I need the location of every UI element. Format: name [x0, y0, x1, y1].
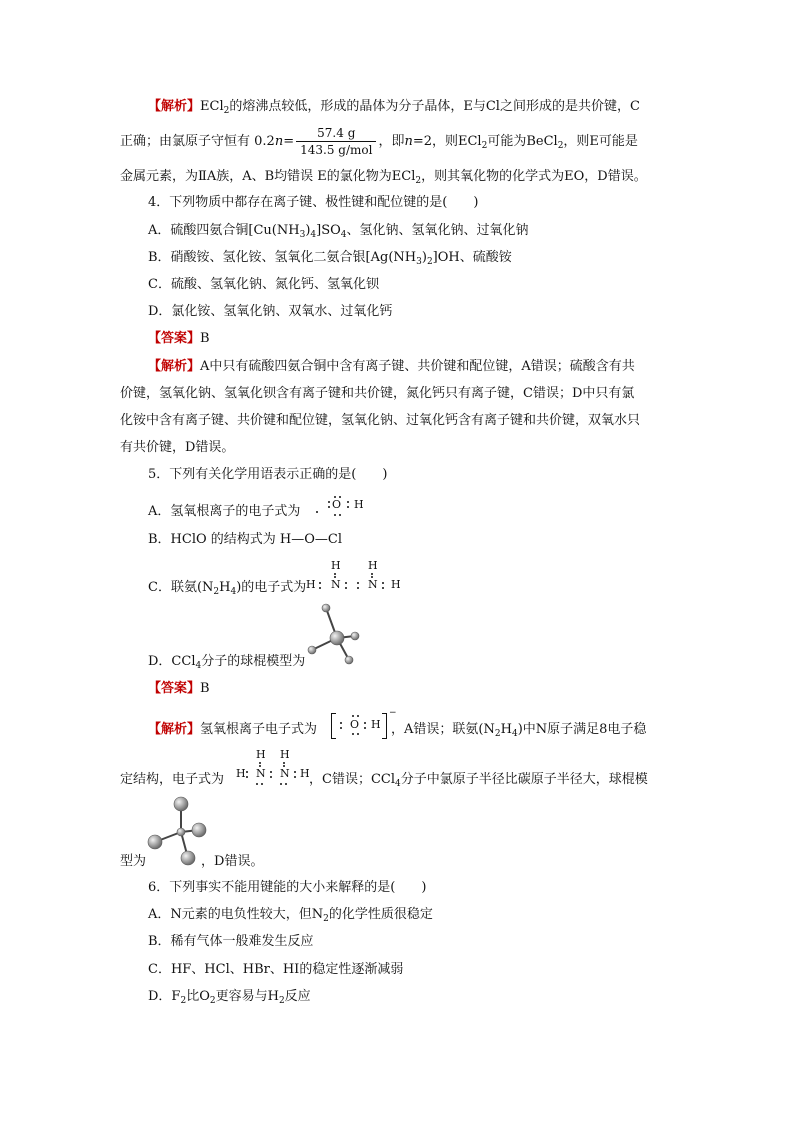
- q6-option-c: C．HF、HCl、HBr、HI的稳定性逐渐减弱: [148, 962, 404, 977]
- q4-explanation-4: 有共价键，D错误。: [120, 440, 235, 455]
- q5-explanation-1: 【解析】氢氧根离子电子式为 ，A错误；联氨$(N_2H_4)$中N原子满足8电子稳: [148, 722, 647, 739]
- q4-answer: 【答案】B: [148, 331, 210, 346]
- intro-line-3: 金属元素，为ⅡA族，A、B均错误 E的氯化物为ECl$_2$，则其氧化物的化学式为EO，D错误。: [120, 169, 647, 186]
- q6-stem: 6．下列事实不能用键能的大小来解释的是( ): [148, 880, 427, 895]
- q4-explanation-2: 价键，氢氧化钠、氢氧化钡含有离子键和共价键，氮化钙只有离子键，C错误；D中只有氯: [120, 386, 635, 401]
- q5-option-a: A．氢氧根离子的电子式为: [148, 504, 301, 519]
- q4-explanation-3: 化铵中含有离子键、共价键和配位键，氢氧化钠、过氧化钙含有离子键和共价键，双氧水只: [120, 413, 641, 428]
- q6-option-d: D．$F_2$比$O_2$更容易与$H_2$反应: [148, 989, 311, 1006]
- analysis-tag: 【解析】: [148, 722, 201, 737]
- q4-option-c: C．硫酸、氢氧化钠、氮化钙、氢氧化钡: [148, 277, 379, 292]
- q5-answer: 【答案】B: [148, 681, 210, 696]
- q4-stem: 4．下列物质中都存在离子键、极性键和配位键的是( ): [148, 195, 479, 210]
- q6-option-b: B．稀有气体一般难发生反应: [148, 934, 314, 949]
- q4-option-b: B．硝酸铵、氢化铵、氢氧化二氨合银$[Ag(NH_3)_2]OH$、硫酸铵: [148, 250, 512, 267]
- answer-tag: 【答案】: [148, 681, 201, 696]
- analysis-tag: 【解析】: [148, 359, 201, 374]
- q6-option-a: A．N元素的电负性较大，但$N_2$的化学性质很稳定: [148, 907, 433, 924]
- q5-explanation-2: 定结构，电子式为 ，C错误；CCl$_4$分子中氯原子半径比碳原子半径大，球棍模: [120, 772, 648, 789]
- q4-option-a: A．硫酸四氨合铜$[Cu(NH_3)_4]SO_4$、氢化钠、氢氧化钠、过氧化钠: [148, 223, 529, 240]
- mole-fraction: $\frac{57.4 g}{\text{143.5 g/mol}}$: [296, 125, 376, 158]
- analysis-tag: 【解析】: [148, 99, 201, 114]
- q5-explanation-3: 型为 ，D错误。: [120, 854, 264, 869]
- q5-option-d: D．CCl$_4$分子的球棍模型为: [148, 654, 306, 671]
- answer-tag: 【答案】: [148, 331, 201, 346]
- q5-option-c: C．联氨$(N_2H_4)$的电子式为: [148, 580, 307, 597]
- intro-line-1: 【解析】ECl$_2$的熔沸点较低，形成的晶体为分子晶体，E与Cl之间形成的是共价键，C: [148, 99, 640, 116]
- q4-option-d: D．氯化铵、氢氧化钠、双氧水、过氧化钙: [148, 304, 393, 319]
- q4-explanation-1: 【解析】A中只有硫酸四氨合铜中含有离子键、共价键和配位键，A错误；硫酸含有共: [148, 359, 635, 374]
- ccl4-ball-stick-model-wrong: [302, 602, 372, 672]
- q5-stem: 5．下列有关化学用语表示正确的是( ): [148, 467, 388, 482]
- intro-line-2: 正确；由氯原子守恒有 0.2n= $\frac{57.4 g}{\text{143.5 g/mol}}$ ，即n=2，则ECl$_2$可能为BeCl$_2$，则E可能是: [120, 126, 638, 157]
- q5-option-b: B．HClO 的结构式为 H—O—Cl: [148, 532, 343, 547]
